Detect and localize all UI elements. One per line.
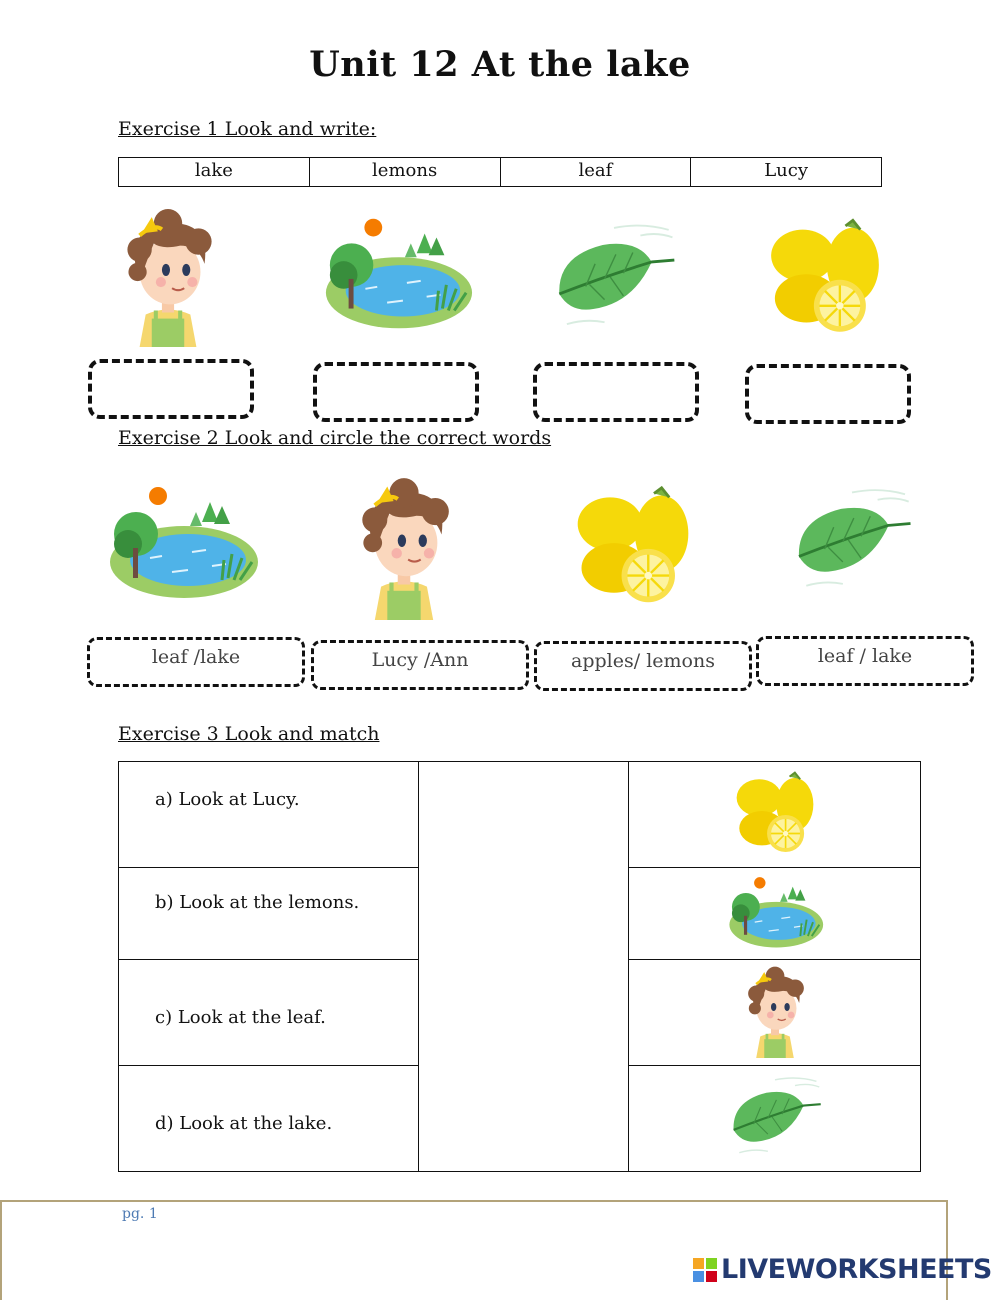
lake-icon xyxy=(318,210,476,336)
girl-icon xyxy=(116,205,220,347)
exercise2-heading: Exercise 2 Look and circle the correct words xyxy=(118,427,552,449)
leaf-icon xyxy=(725,1073,825,1161)
picture-cell[interactable] xyxy=(629,960,921,1066)
brand-logo[interactable] xyxy=(693,1254,992,1285)
word-bank-cell: leaf xyxy=(501,158,692,186)
answer-box-2[interactable] xyxy=(313,362,479,422)
picture-cell[interactable] xyxy=(629,868,921,960)
sentence[interactable]: b) Look at the lemons. xyxy=(155,892,360,913)
sentence[interactable]: c) Look at the leaf. xyxy=(155,1007,326,1028)
picture-cell[interactable] xyxy=(629,762,921,868)
lake-icon xyxy=(102,478,262,606)
lemons-icon xyxy=(566,484,700,608)
girl-icon xyxy=(350,474,458,620)
lake-icon xyxy=(720,874,830,950)
sentence-cell xyxy=(119,960,419,1066)
match-area xyxy=(419,762,629,1172)
picture-cell[interactable] xyxy=(629,1066,921,1172)
page-title: Unit 12 At the lake xyxy=(309,44,691,85)
girl-icon xyxy=(738,964,812,1058)
word-bank-cell: Lucy xyxy=(764,160,809,181)
exercise1-heading: Exercise 1 Look and write: xyxy=(118,118,377,140)
choice-box-2[interactable]: Lucy /Ann xyxy=(311,640,529,690)
leaf-icon xyxy=(548,212,680,342)
sentence[interactable]: a) Look at Lucy. xyxy=(155,789,300,810)
brand-name: LIVEWORKSHEETS xyxy=(721,1254,992,1285)
answer-box-4[interactable] xyxy=(745,364,911,424)
sentence-cell xyxy=(119,868,419,960)
choice-box-3[interactable]: apples/ lemons xyxy=(534,641,752,691)
word-bank-cell: lemons xyxy=(310,158,501,186)
lemons-icon xyxy=(725,770,825,856)
choice-box-4[interactable]: leaf / lake xyxy=(756,636,974,686)
answer-box-1[interactable] xyxy=(88,359,254,419)
lemons-icon xyxy=(760,212,890,342)
leaf-icon xyxy=(788,478,916,602)
sentence-cell xyxy=(119,1066,419,1172)
answer-box-3[interactable] xyxy=(533,362,699,422)
match-table xyxy=(118,761,921,1172)
exercise3-heading: Exercise 3 Look and match xyxy=(118,723,380,745)
word-bank-cell: lake xyxy=(119,158,310,186)
sentence[interactable]: d) Look at the lake. xyxy=(155,1113,333,1134)
liveworksheets-logo-icon xyxy=(693,1258,717,1282)
page-number: pg. 1 xyxy=(122,1206,158,1222)
word-bank xyxy=(118,157,882,187)
choice-box-1[interactable]: leaf /lake xyxy=(87,637,305,687)
sentence-cell xyxy=(119,762,419,868)
